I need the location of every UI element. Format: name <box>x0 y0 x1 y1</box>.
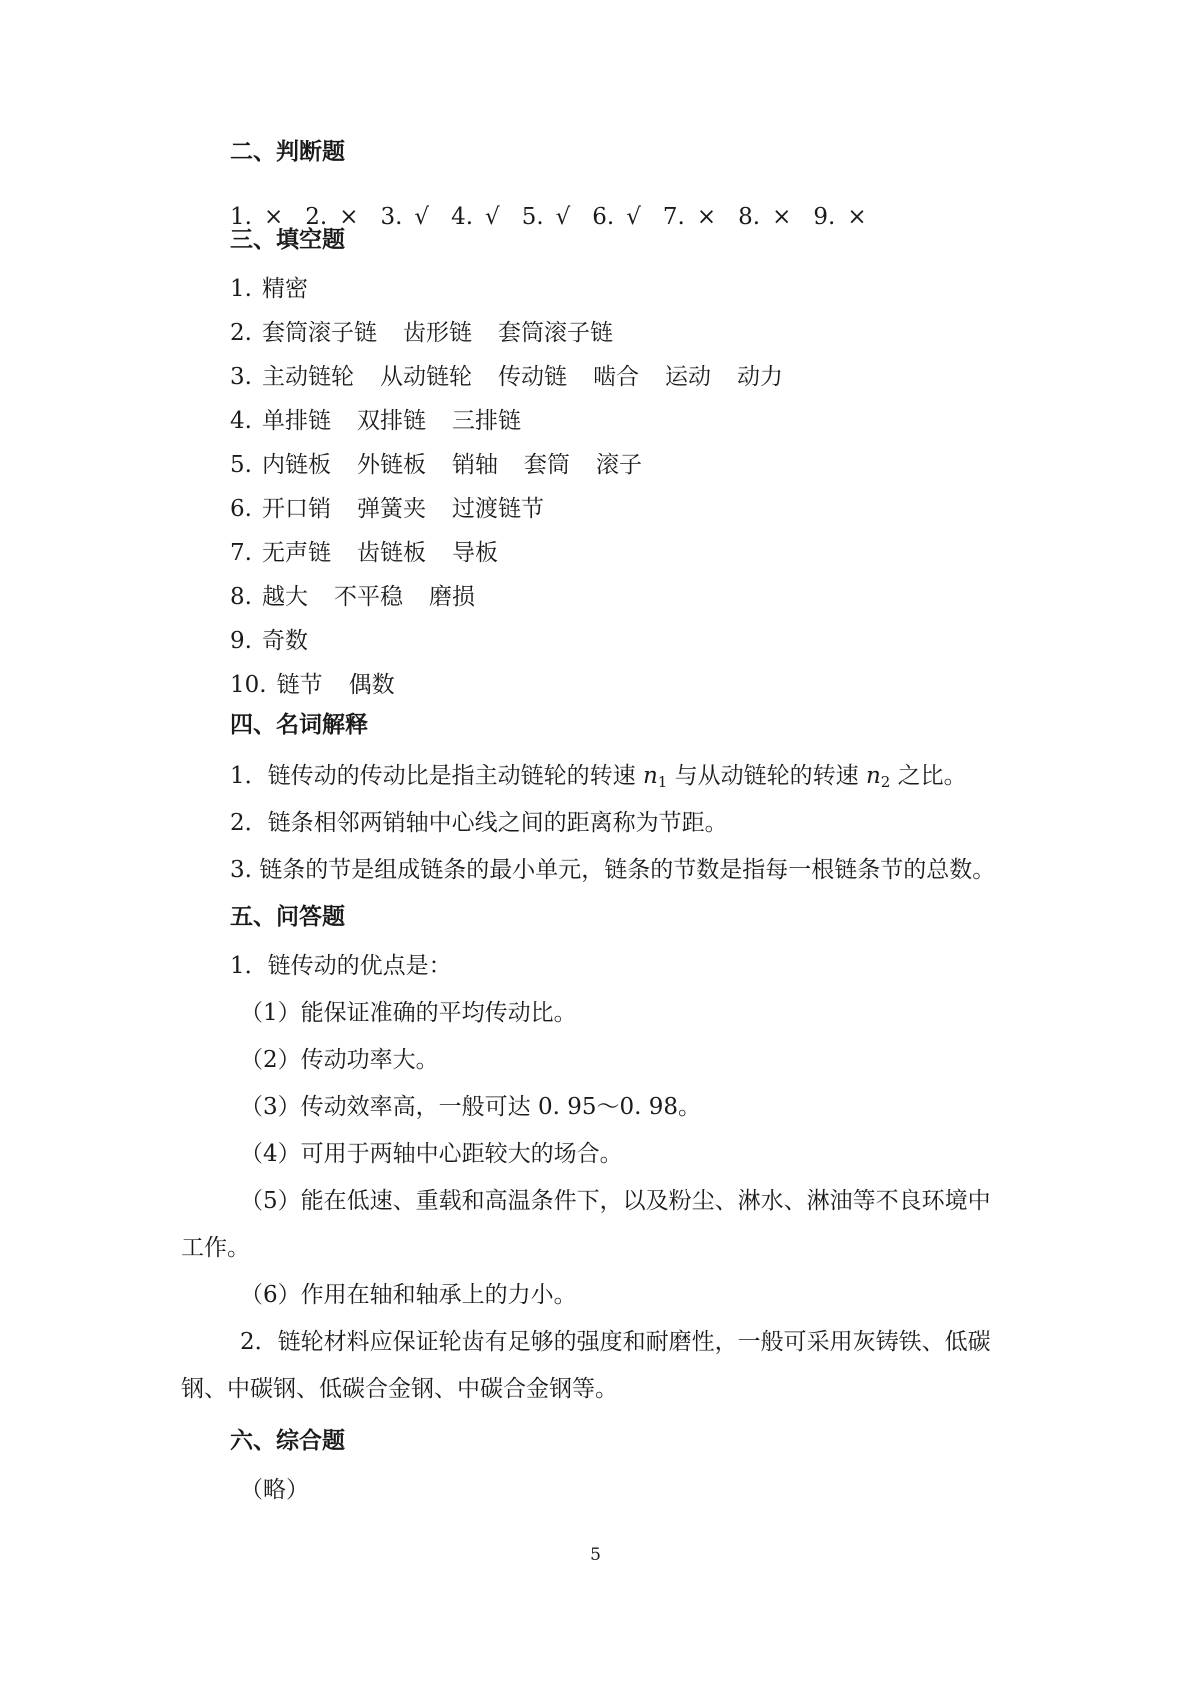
fill-answer-part: 奇数 <box>261 628 308 654</box>
judge-answer-mark: × <box>847 204 867 230</box>
judge-answer-number: 7. <box>662 204 685 230</box>
fill-answer-part: 内链板 <box>261 452 331 478</box>
fill-answer-part: 单排链 <box>261 408 331 434</box>
judge-answer-item <box>451 203 500 231</box>
judge-answer-mark: √ <box>485 204 500 230</box>
fill-answer-item <box>230 363 783 391</box>
fill-answer-part: 无声链 <box>261 540 331 566</box>
judge-answer-number: 3. <box>380 204 403 230</box>
term-item-1-var1: n <box>642 763 658 789</box>
qa-q1-point-continuation: 工作。 <box>181 1235 250 1261</box>
judge-answer-item <box>522 203 571 231</box>
page-number: 5 <box>590 1545 601 1565</box>
qa-q1-point: （2）传动功率大。 <box>240 1047 439 1073</box>
qa-q2-line2: 钢、中碳钢、低碳合金钢、中碳合金钢等。 <box>181 1376 618 1402</box>
qa-q1-point: （3）传动效率高，一般可达 0. 95～0. 98。 <box>240 1094 701 1120</box>
fill-answer-part: 导板 <box>451 540 498 566</box>
judge-answer-number: 1. <box>230 204 252 230</box>
judge-answer-number: 9. <box>813 204 836 230</box>
fill-answer-number: 5. <box>230 452 252 478</box>
fill-answer-part: 套筒滚子链 <box>261 320 377 346</box>
fill-answer-part: 过渡链节 <box>451 496 544 522</box>
fill-answer-number: 10. <box>230 672 267 698</box>
fill-answer-part: 主动链轮 <box>261 364 354 390</box>
judge-answer-mark: × <box>696 204 717 230</box>
fill-answer-part: 偶数 <box>348 672 395 698</box>
fill-answer-number: 6. <box>230 496 252 522</box>
fill-answer-number: 8. <box>230 584 252 610</box>
term-item-1-prefix: 1．链传动的传动比是指主动链轮的转速 <box>230 763 643 789</box>
term-item-1-sub1: 1 <box>657 773 668 791</box>
fill-answer-part: 不平稳 <box>333 584 403 610</box>
fill-answer-number: 7. <box>230 540 252 566</box>
term-item-1-suffix: 之比。 <box>890 763 967 789</box>
fill-answer-item <box>230 495 544 523</box>
section-heading-comprehensive: 六、综合题 <box>230 1428 345 1454</box>
fill-answer-part: 链节 <box>276 672 323 698</box>
judge-answer-number: 4. <box>451 204 474 230</box>
term-item-1-var2: n <box>865 763 881 789</box>
qa-q1-point: （6）作用在轴和轴承上的力小。 <box>240 1282 577 1308</box>
qa-q2-line1: 2．链轮材料应保证轮齿有足够的强度和耐磨性，一般可采用灰铸铁、低碳 <box>240 1329 991 1355</box>
judge-answer-item <box>592 203 641 231</box>
section-heading-terms: 四、名词解释 <box>230 712 368 738</box>
judge-answer-item <box>813 203 866 231</box>
judge-answer-mark: × <box>339 204 359 230</box>
qa-q1-point: （1）能保证准确的平均传动比。 <box>240 1000 577 1026</box>
comprehensive-answer: （略） <box>240 1477 309 1503</box>
term-item-2: 2．链条相邻两销轴中心线之间的距离称为节距。 <box>230 810 728 836</box>
qa-q1-point: （5）能在低速、重载和高温条件下，以及粉尘、淋水、淋油等不良环境中 <box>240 1188 991 1214</box>
fill-answer-part: 动力 <box>736 364 783 390</box>
term-item-1-middle: 与从动链轮的转速 <box>667 763 866 789</box>
fill-answer-number: 3. <box>230 364 252 390</box>
section-heading-qa: 五、问答题 <box>230 904 345 930</box>
judge-answer-mark: × <box>263 204 284 230</box>
term-item-3: 3. 链条的节是组成链条的最小单元，链条的节数是指每一根链条节的总数。 <box>230 857 996 883</box>
fill-answer-part: 滚子 <box>595 452 642 478</box>
fill-answer-number: 9. <box>230 628 252 654</box>
judge-answer-item <box>663 203 716 231</box>
judge-answer-mark: √ <box>555 204 571 230</box>
fill-answer-part: 运动 <box>664 364 711 390</box>
judge-answer-number: 2. <box>305 204 328 230</box>
judge-answer-mark: × <box>772 204 792 230</box>
section-heading-fill: 三、填空题 <box>230 227 345 253</box>
fill-answer-part: 越大 <box>261 584 308 610</box>
fill-answer-part: 开口销 <box>261 496 331 522</box>
fill-answer-item <box>230 671 395 699</box>
fill-answer-part: 传动链 <box>497 364 567 390</box>
judge-answer-number: 8. <box>738 204 761 230</box>
fill-answer-item <box>230 539 498 567</box>
fill-answer-part: 磨损 <box>428 584 475 610</box>
fill-answer-part: 齿链板 <box>356 540 426 566</box>
fill-answer-part: 弹簧夹 <box>356 496 426 522</box>
fill-answer-part: 外链板 <box>356 452 426 478</box>
qa-q1-intro: 1．链传动的优点是： <box>230 953 452 979</box>
qa-q1-point: （4）可用于两轴中心距较大的场合。 <box>240 1141 623 1167</box>
fill-answer-part: 啮合 <box>592 364 639 390</box>
fill-answer-part: 从动链轮 <box>379 364 472 390</box>
fill-answer-number: 1. <box>230 276 252 302</box>
fill-answer-part: 三排链 <box>451 408 521 434</box>
fill-answer-item <box>230 275 308 303</box>
judge-answer-mark: √ <box>626 204 641 230</box>
judge-answer-mark: √ <box>414 204 430 230</box>
fill-answer-part: 双排链 <box>356 408 426 434</box>
term-item-1-sub2: 2 <box>880 773 891 791</box>
fill-answer-part: 销轴 <box>451 452 498 478</box>
fill-answer-part: 齿形链 <box>402 320 472 346</box>
judge-answer-item <box>380 203 429 231</box>
fill-answer-number: 4. <box>230 408 252 434</box>
fill-answer-part: 套筒滚子链 <box>497 320 613 346</box>
fill-answer-item <box>230 451 642 479</box>
fill-answer-item <box>230 407 521 435</box>
judge-answer-number: 5. <box>521 204 544 230</box>
fill-answer-part: 套筒 <box>523 452 570 478</box>
judge-answer-item <box>738 203 791 231</box>
fill-answer-part: 精密 <box>261 276 308 302</box>
fill-answer-item <box>230 627 308 655</box>
fill-answer-number: 2. <box>230 320 252 346</box>
fill-answer-item <box>230 319 613 347</box>
section-heading-judge: 二、判断题 <box>230 139 345 165</box>
term-item-1 <box>230 762 967 790</box>
fill-answer-item <box>230 583 475 611</box>
judge-answer-number: 6. <box>592 204 615 230</box>
